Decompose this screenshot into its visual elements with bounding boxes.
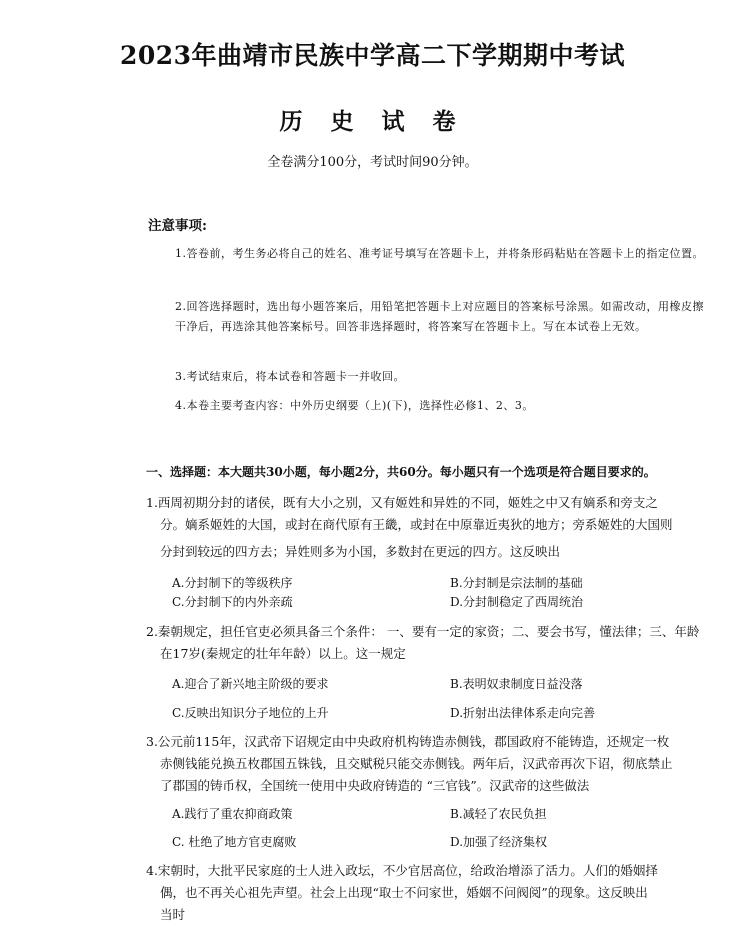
question-3-line-2: 赤侧钱能兑换五枚郡国五铢钱，且交赋税只能交赤侧钱。两年后，汉武帝再次下诏，彻底禁止 xyxy=(160,756,673,771)
question-3-option-c: C. 杜绝了地方官吏腐败 xyxy=(172,835,297,849)
notice-item-3: 3.考试结束后，将本试卷和答题卡一并收回。 xyxy=(175,370,405,383)
question-2-option-c: C.反映出知识分子地位的上升 xyxy=(172,706,329,720)
question-3-option-d: D.加强了经济集权 xyxy=(450,835,548,849)
question-2-line-1: 2.秦朝规定，担任官吏必须具备三个条件： 一、要有一定的家资；二、要会书写，懂法律；三、年龄 xyxy=(146,624,700,639)
notice-item-1: 1.答卷前，考生务必将自己的姓名、准考证号填写在答题卡上，并将条形码粘贴在答题卡上的指定位置。 xyxy=(175,247,704,260)
notice-item-4: 4.本卷主要考查内容：中外历史纲要（上)(下)，选择性必修1、2、3。 xyxy=(175,399,534,412)
question-1-line-1: 1.西周初期分封的诸侯，既有大小之别，又有姬姓和异姓的不同，姬姓之中又有嫡系和旁支之 xyxy=(146,495,658,510)
notice-heading: 注意事项: xyxy=(148,218,207,234)
question-1-option-d: D.分封制稳定了西周统治 xyxy=(450,595,584,609)
question-3-line-3: 了郡国的铸币权，全国统一使用中央政府铸造的 “三官钱”。汉武帝的这些做法 xyxy=(160,778,590,793)
question-3-line-1: 3.公元前115年，汉武帝下诏规定由中央政府机构铸造赤侧钱，郡国政府不能铸造，还规定一枚 xyxy=(146,734,670,749)
exam-title: 2023年曲靖市民族中学高二下学期期中考试 xyxy=(119,41,626,70)
question-1-option-c: C.分封制下的内外亲疏 xyxy=(172,595,293,609)
exam-info: 全卷满分100分，考试时间90分钟。 xyxy=(267,155,478,170)
question-1-stem xyxy=(146,492,721,536)
question-1-option-b: B.分封制是宗法制的基础 xyxy=(450,576,583,590)
question-4-line-3: 当时 xyxy=(160,907,186,922)
question-3-option-a: A.践行了重农抑商政策 xyxy=(172,807,293,821)
question-3-stem xyxy=(146,731,721,797)
question-2-stem xyxy=(146,621,721,665)
question-2-option-a: A.迎合了新兴地主阶级的要求 xyxy=(172,677,329,691)
question-4-line-1: 4.宋朝时，大批平民家庭的士人进入政坛，不少官居高位，给政治增添了活力。人们的婚姻择 xyxy=(146,863,658,878)
question-1-option-a: A.分封制下的等级秩序 xyxy=(172,576,293,590)
section-heading: 一、选择题：本大题共30小题，每小题2分，共60分。每小题只有一个选项是符合题目要求的。 xyxy=(146,465,656,479)
question-1-stem-end xyxy=(146,541,721,563)
question-1-line-2: 分。嫡系姬姓的大国，或封在商代原有王畿，或封在中原靠近夷狄的地方；旁系姬姓的大国则 xyxy=(160,517,673,532)
question-1-line-3: 分封到较远的四方去；异姓则多为小国，多数封在更远的四方。这反映出 xyxy=(160,544,561,559)
notice-item-2: 2.回答选择题时，选出每小题答案后，用铅笔把答题卡上对应题目的答案标号涂黑。如需改动，用橡皮擦干净后，再选涂其他答案标号。回答非选择题时，将答案写在答题卡上。写在本试卷上无效。 xyxy=(175,300,704,333)
question-3-option-b: B.减轻了农民负担 xyxy=(450,807,547,821)
question-4-stem xyxy=(146,860,721,926)
question-2-option-d: D.折射出法律体系走向完善 xyxy=(450,706,596,720)
question-2-option-b: B.表明奴隶制度日益没落 xyxy=(450,677,583,691)
paper-subtitle: 历 史 试 卷 xyxy=(279,108,466,135)
question-4-line-2: 偶，也不再关心祖先声望。社会上出现“取士不问家世，婚姻不问阀阅”的现象。这反映出 xyxy=(160,885,648,900)
question-2-line-2: 在17岁(秦规定的壮年年龄）以上。这一规定 xyxy=(160,646,406,661)
